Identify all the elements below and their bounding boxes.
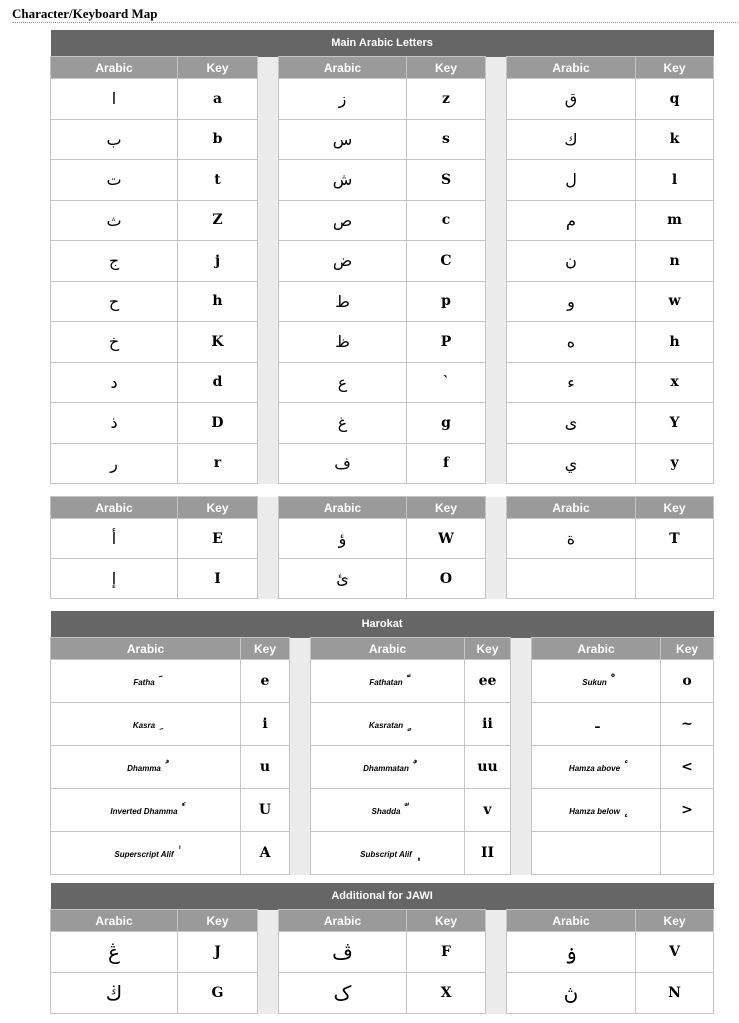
table-row bbox=[51, 832, 714, 875]
key-cell: S bbox=[407, 160, 486, 201]
arabic-letter-cell: ش bbox=[279, 160, 407, 201]
main-letters-body bbox=[51, 79, 714, 484]
arabic-letter-cell: ي bbox=[507, 443, 636, 484]
harakah-name: Superscript Alif bbox=[114, 850, 174, 859]
column-gap bbox=[258, 57, 279, 79]
key-cell: ii bbox=[465, 703, 511, 746]
arabic-letter-cell: ص bbox=[279, 200, 407, 241]
column-gap bbox=[258, 443, 279, 484]
table-row bbox=[51, 559, 714, 599]
harakah-cell bbox=[532, 703, 661, 746]
arabic-letter-cell: ط bbox=[279, 281, 407, 322]
table-row bbox=[51, 519, 714, 559]
key-cell: h bbox=[178, 281, 258, 322]
key-cell bbox=[636, 559, 714, 599]
arabic-letter-cell: ۏ bbox=[507, 932, 636, 973]
key-cell: b bbox=[178, 119, 258, 160]
column-gap bbox=[290, 703, 311, 746]
table-row bbox=[51, 703, 714, 746]
key-cell: z bbox=[407, 79, 486, 120]
table-row bbox=[51, 746, 714, 789]
harakah-name: Shadda bbox=[371, 807, 401, 816]
key-cell: r bbox=[178, 443, 258, 484]
harakah-name: Sukun bbox=[582, 678, 607, 687]
harakah-cell bbox=[51, 703, 241, 746]
column-gap bbox=[258, 322, 279, 363]
key-cell: > bbox=[661, 789, 714, 832]
harakah-cell bbox=[532, 832, 661, 875]
arabic-letter-cell: ظ bbox=[279, 322, 407, 363]
column-gap bbox=[486, 200, 507, 241]
column-gap bbox=[511, 703, 532, 746]
arabic-letter-cell: ة bbox=[507, 519, 636, 559]
arabic-letter-cell: إ bbox=[51, 559, 178, 599]
key-cell: s bbox=[407, 119, 486, 160]
key-cell: y bbox=[636, 443, 714, 484]
key-cell: h bbox=[636, 322, 714, 363]
harakah-cell bbox=[51, 660, 241, 703]
harakah-name: Dhamma bbox=[127, 764, 161, 773]
arabic-letter-cell: غ bbox=[279, 403, 407, 444]
column-gap bbox=[290, 789, 311, 832]
harakah-cell bbox=[532, 746, 661, 789]
arabic-letter-cell: ض bbox=[279, 241, 407, 282]
harakah-name: Fatha bbox=[133, 678, 155, 687]
harakah-cell bbox=[311, 703, 465, 746]
key-cell: x bbox=[636, 362, 714, 403]
key-cell: q bbox=[636, 79, 714, 120]
harokat-table bbox=[50, 611, 714, 875]
key-cell: K bbox=[178, 322, 258, 363]
column-gap bbox=[511, 832, 532, 875]
col-header-key: Key bbox=[636, 910, 714, 932]
arabic-letter-cell: ت bbox=[51, 160, 178, 201]
harakah-cell bbox=[311, 746, 465, 789]
col-header-key: Key bbox=[465, 638, 511, 660]
arabic-letter-cell: ه bbox=[507, 322, 636, 363]
arabic-letter-cell: ز bbox=[279, 79, 407, 120]
col-header-key: Key bbox=[178, 910, 258, 932]
arabic-letter-cell: ث bbox=[51, 200, 178, 241]
key-cell: d bbox=[178, 362, 258, 403]
arabic-letter-cell: ن bbox=[507, 241, 636, 282]
harakah-name: Inverted Dhamma bbox=[110, 807, 178, 816]
key-cell: C bbox=[407, 241, 486, 282]
key-cell: W bbox=[407, 519, 486, 559]
col-header-arabic: Arabic bbox=[507, 497, 636, 519]
col-header-arabic: Arabic bbox=[51, 910, 178, 932]
col-header-key: Key bbox=[407, 57, 486, 79]
harakah-name: Hamza above bbox=[568, 764, 621, 773]
column-gap bbox=[511, 789, 532, 832]
table-row bbox=[51, 79, 714, 120]
col-header-arabic: Arabic bbox=[51, 497, 178, 519]
key-cell: T bbox=[636, 519, 714, 559]
column-gap bbox=[258, 281, 279, 322]
col-header-key: Key bbox=[407, 497, 486, 519]
harakah-name: Dhammatan bbox=[363, 764, 409, 773]
page-title: Character/Keyboard Map bbox=[12, 6, 158, 21]
column-gap bbox=[258, 200, 279, 241]
column-gap bbox=[511, 660, 532, 703]
key-cell: m bbox=[636, 200, 714, 241]
col-header-arabic: Arabic bbox=[279, 57, 407, 79]
title-divider bbox=[12, 22, 738, 23]
col-header-arabic: Arabic bbox=[51, 638, 241, 660]
table-row bbox=[51, 200, 714, 241]
main-letters-title: Main Arabic Letters bbox=[51, 30, 714, 57]
table-row bbox=[51, 973, 714, 1014]
arabic-letter-cell: م bbox=[507, 200, 636, 241]
column-gap bbox=[511, 638, 532, 660]
harokat-body bbox=[51, 660, 714, 875]
table-row bbox=[51, 160, 714, 201]
column-gap bbox=[258, 932, 279, 973]
arabic-letter-cell: ء bbox=[507, 362, 636, 403]
key-cell: Y bbox=[636, 403, 714, 444]
harakah-name: Subscript Alif bbox=[360, 850, 412, 859]
key-cell: V bbox=[636, 932, 714, 973]
key-cell: g bbox=[407, 403, 486, 444]
arabic-letter-cell: و bbox=[507, 281, 636, 322]
arabic-letter-cell: ڽ bbox=[507, 973, 636, 1014]
arabic-letter-cell: ا bbox=[51, 79, 178, 120]
arabic-letter-cell: ل bbox=[507, 160, 636, 201]
arabic-letter-cell: س bbox=[279, 119, 407, 160]
col-header-key: Key bbox=[241, 638, 290, 660]
arabic-letter-cell: ڠ bbox=[51, 932, 178, 973]
harakah-cell bbox=[532, 789, 661, 832]
arabic-letter-cell: ع bbox=[279, 362, 407, 403]
column-gap bbox=[486, 973, 507, 1014]
key-cell: a bbox=[178, 79, 258, 120]
key-cell: F bbox=[407, 932, 486, 973]
key-cell: uu bbox=[465, 746, 511, 789]
column-gap bbox=[290, 660, 311, 703]
key-cell: w bbox=[636, 281, 714, 322]
key-cell: I bbox=[178, 559, 258, 599]
harakah-cell bbox=[311, 832, 465, 875]
col-header-key: Key bbox=[636, 497, 714, 519]
key-cell: e bbox=[241, 660, 290, 703]
arabic-letter-cell: ئ bbox=[279, 559, 407, 599]
harakah-name: Kasra bbox=[132, 721, 156, 730]
column-gap bbox=[258, 160, 279, 201]
arabic-letter-cell: ج bbox=[51, 241, 178, 282]
column-gap bbox=[486, 241, 507, 282]
arabic-letter-cell: خ bbox=[51, 322, 178, 363]
key-cell: P bbox=[407, 322, 486, 363]
column-gap bbox=[258, 497, 279, 519]
harokat-title: Harokat bbox=[51, 611, 714, 638]
key-cell: A bbox=[241, 832, 290, 875]
key-cell: G bbox=[178, 973, 258, 1014]
col-header-key: Key bbox=[636, 57, 714, 79]
arabic-letter-cell: ر bbox=[51, 443, 178, 484]
key-cell: J bbox=[178, 932, 258, 973]
column-gap bbox=[290, 832, 311, 875]
col-header-arabic: Arabic bbox=[311, 638, 465, 660]
key-cell: < bbox=[661, 746, 714, 789]
arabic-letter-cell: ک bbox=[279, 973, 407, 1014]
column-gap bbox=[486, 443, 507, 484]
column-gap bbox=[486, 519, 507, 559]
column-gap bbox=[486, 559, 507, 599]
table-row bbox=[51, 322, 714, 363]
column-gap bbox=[258, 403, 279, 444]
harakah-name: Fathatan bbox=[369, 678, 403, 687]
key-cell: O bbox=[407, 559, 486, 599]
table-row bbox=[51, 932, 714, 973]
harakah-cell bbox=[51, 832, 241, 875]
arabic-letter-cell: ب bbox=[51, 119, 178, 160]
column-gap bbox=[290, 638, 311, 660]
col-header-key: Key bbox=[407, 910, 486, 932]
key-cell bbox=[661, 832, 714, 875]
col-header-arabic: Arabic bbox=[507, 910, 636, 932]
hamza-letters-body bbox=[51, 519, 714, 599]
table-row bbox=[51, 119, 714, 160]
harakah-name: Kasratan bbox=[368, 721, 404, 730]
harakah-cell bbox=[311, 789, 465, 832]
col-header-key: Key bbox=[178, 497, 258, 519]
harakah-cell bbox=[51, 789, 241, 832]
column-gap bbox=[258, 79, 279, 120]
column-gap bbox=[486, 497, 507, 519]
hamza-letters-table bbox=[50, 496, 714, 599]
arabic-letter-cell: أ bbox=[51, 519, 178, 559]
column-gap bbox=[486, 322, 507, 363]
key-cell: U bbox=[241, 789, 290, 832]
harakah-cell bbox=[311, 660, 465, 703]
key-cell: o bbox=[661, 660, 714, 703]
key-cell: E bbox=[178, 519, 258, 559]
key-cell: u bbox=[241, 746, 290, 789]
column-gap bbox=[290, 746, 311, 789]
arabic-letter-cell: ؤ bbox=[279, 519, 407, 559]
key-cell: i bbox=[241, 703, 290, 746]
arabic-letter-cell: ذ bbox=[51, 403, 178, 444]
key-cell: c bbox=[407, 200, 486, 241]
key-cell: ~ bbox=[661, 703, 714, 746]
column-gap bbox=[258, 519, 279, 559]
column-gap bbox=[486, 119, 507, 160]
table-row bbox=[51, 403, 714, 444]
column-gap bbox=[486, 57, 507, 79]
key-cell: ` bbox=[407, 362, 486, 403]
col-header-arabic: Arabic bbox=[507, 57, 636, 79]
key-cell: j bbox=[178, 241, 258, 282]
col-header-key: Key bbox=[661, 638, 714, 660]
column-gap bbox=[486, 362, 507, 403]
column-gap bbox=[258, 241, 279, 282]
key-cell: k bbox=[636, 119, 714, 160]
table-row bbox=[51, 660, 714, 703]
harakah-cell bbox=[532, 660, 661, 703]
table-row bbox=[51, 281, 714, 322]
arabic-letter-cell: ك bbox=[507, 119, 636, 160]
col-header-key: Key bbox=[178, 57, 258, 79]
key-cell: v bbox=[465, 789, 511, 832]
table-row bbox=[51, 443, 714, 484]
column-gap bbox=[486, 403, 507, 444]
key-cell: p bbox=[407, 281, 486, 322]
column-gap bbox=[486, 160, 507, 201]
arabic-letter-cell: ڬ bbox=[51, 973, 178, 1014]
column-gap bbox=[258, 362, 279, 403]
col-header-arabic: Arabic bbox=[279, 910, 407, 932]
col-header-arabic: Arabic bbox=[51, 57, 178, 79]
key-cell: II bbox=[465, 832, 511, 875]
arabic-letter-cell: د bbox=[51, 362, 178, 403]
column-gap bbox=[511, 746, 532, 789]
key-cell: l bbox=[636, 160, 714, 201]
key-cell: D bbox=[178, 403, 258, 444]
table-row bbox=[51, 789, 714, 832]
column-gap bbox=[258, 910, 279, 932]
arabic-letter-cell: ڤ bbox=[279, 932, 407, 973]
key-cell: f bbox=[407, 443, 486, 484]
column-gap bbox=[486, 79, 507, 120]
harakah-cell bbox=[51, 746, 241, 789]
column-gap bbox=[258, 559, 279, 599]
jawi-table bbox=[50, 883, 714, 1014]
key-cell: ee bbox=[465, 660, 511, 703]
key-cell: Z bbox=[178, 200, 258, 241]
arabic-letter-cell bbox=[507, 559, 636, 599]
col-header-arabic: Arabic bbox=[279, 497, 407, 519]
arabic-letter-cell: ى bbox=[507, 403, 636, 444]
column-gap bbox=[486, 932, 507, 973]
jawi-title: Additional for JAWI bbox=[51, 883, 714, 910]
key-cell: n bbox=[636, 241, 714, 282]
column-gap bbox=[258, 973, 279, 1014]
jawi-body bbox=[51, 932, 714, 1014]
column-gap bbox=[486, 910, 507, 932]
key-cell: N bbox=[636, 973, 714, 1014]
arabic-letter-cell: ق bbox=[507, 79, 636, 120]
table-row bbox=[51, 362, 714, 403]
harakah-mark: ـ bbox=[595, 716, 600, 731]
column-gap bbox=[258, 119, 279, 160]
arabic-letter-cell: ف bbox=[279, 443, 407, 484]
column-gap bbox=[486, 281, 507, 322]
arabic-letter-cell: ح bbox=[51, 281, 178, 322]
table-row bbox=[51, 241, 714, 282]
col-header-arabic: Arabic bbox=[532, 638, 661, 660]
key-cell: X bbox=[407, 973, 486, 1014]
key-cell: t bbox=[178, 160, 258, 201]
main-letters-table bbox=[50, 30, 714, 484]
harakah-name: Hamza below bbox=[569, 807, 620, 816]
